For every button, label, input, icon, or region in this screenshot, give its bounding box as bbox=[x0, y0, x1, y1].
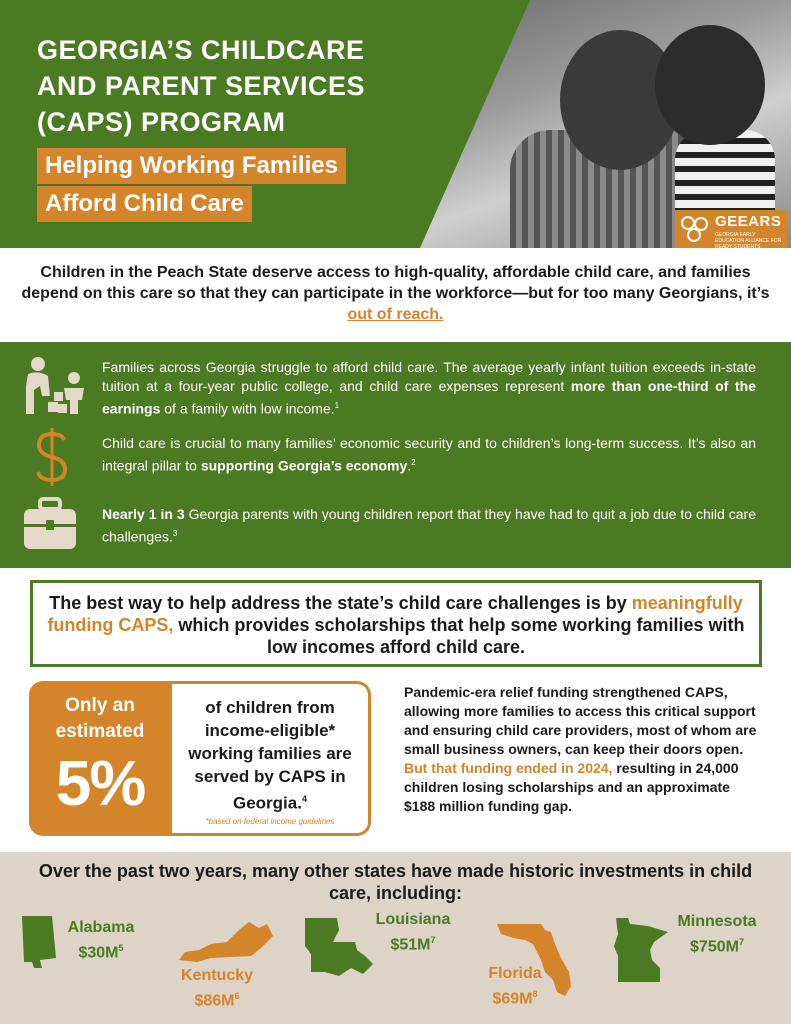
geears-logo: GEEARS GEORGIA EARLY EDUCATION ALLIANCE FOR READY STUDENTS bbox=[675, 210, 787, 248]
pandemic-funding-text: Pandemic-era relief funding strengthened CAPS, allowing more families to access this critical support and ensuring child care providers, most of whom are small business owners, can keep their doors open. But that funding ended in 2024, resulting in 24,000 children losing scholarships and an approximate $188 million funding gap. bbox=[404, 684, 757, 814]
state-investments bbox=[0, 852, 791, 1024]
stat-footnote: *based on federal income guidelines bbox=[205, 817, 335, 826]
header-banner bbox=[0, 0, 791, 248]
fact-quit-job: Nearly 1 in 3 Georgia parents with young children report that they have had to quit a job due to child care challenges.$^3$ bbox=[102, 506, 756, 545]
state-alabama: Alabama $\$30M^5$ bbox=[67, 919, 135, 962]
fact-economy: Child care is crucial to many families’ economic security and to children’s long-term success. It’s also an integral pillar to supporting Georgia’s economy.$^2$ bbox=[102, 435, 756, 474]
facts-band bbox=[0, 342, 791, 568]
family-blocks-icon bbox=[20, 356, 92, 418]
funding-callout: The best way to help address the state’s child care challenges is by meaningfully funding CAPS, which provides scholarships that help some working families with low incomes afford child care. bbox=[30, 580, 762, 667]
intro-statement: Children in the Peach State deserve access to high-quality, affordable child care, and families depend on this care so that they can participate in the workforce—but for too many Georgians, it’s out of reach. bbox=[21, 264, 770, 323]
out-of-reach-link[interactable]: out of reach. bbox=[347, 306, 444, 323]
state-louisiana: Louisiana $\$51M^7$ bbox=[375, 911, 451, 954]
subtitle-line-2: Afford Child Care bbox=[37, 186, 252, 222]
dollar-icon bbox=[34, 426, 70, 488]
briefcase-icon bbox=[22, 497, 78, 551]
states-heading: Over the past two years, many other states have made historic investments in child care, including: bbox=[38, 861, 753, 903]
state-florida: Florida $\$69M^8$ bbox=[488, 965, 542, 1008]
page-title: GEORGIA’S CHILDCARE AND PARENT SERVICES (CAPS) PROGRAM bbox=[37, 35, 366, 137]
subtitle-line-1: Helping Working Families bbox=[37, 148, 346, 184]
fact-tuition: Families across Georgia struggle to afford child care. The average yearly infant tuition exceeds in-state tuition at a four-year public college, and child care expenses represent more than one-third of the earnings of a family with low income.$^1$ bbox=[102, 359, 757, 417]
logo-icon bbox=[680, 215, 710, 243]
kentucky-map bbox=[175, 922, 275, 968]
alabama-map bbox=[20, 916, 60, 976]
stat-number: 5% bbox=[55, 747, 145, 819]
stat-description: of children from income-eligible* working families are served by CAPS in Georgia.$^4$ bbox=[188, 698, 352, 813]
five-percent-stat bbox=[29, 681, 371, 836]
state-kentucky: Kentucky $\$86M^6$ bbox=[180, 967, 254, 1010]
state-minnesota: Minnesota $\$750M^7$ bbox=[677, 913, 757, 956]
stat-prefix: Only an estimated bbox=[55, 695, 145, 742]
